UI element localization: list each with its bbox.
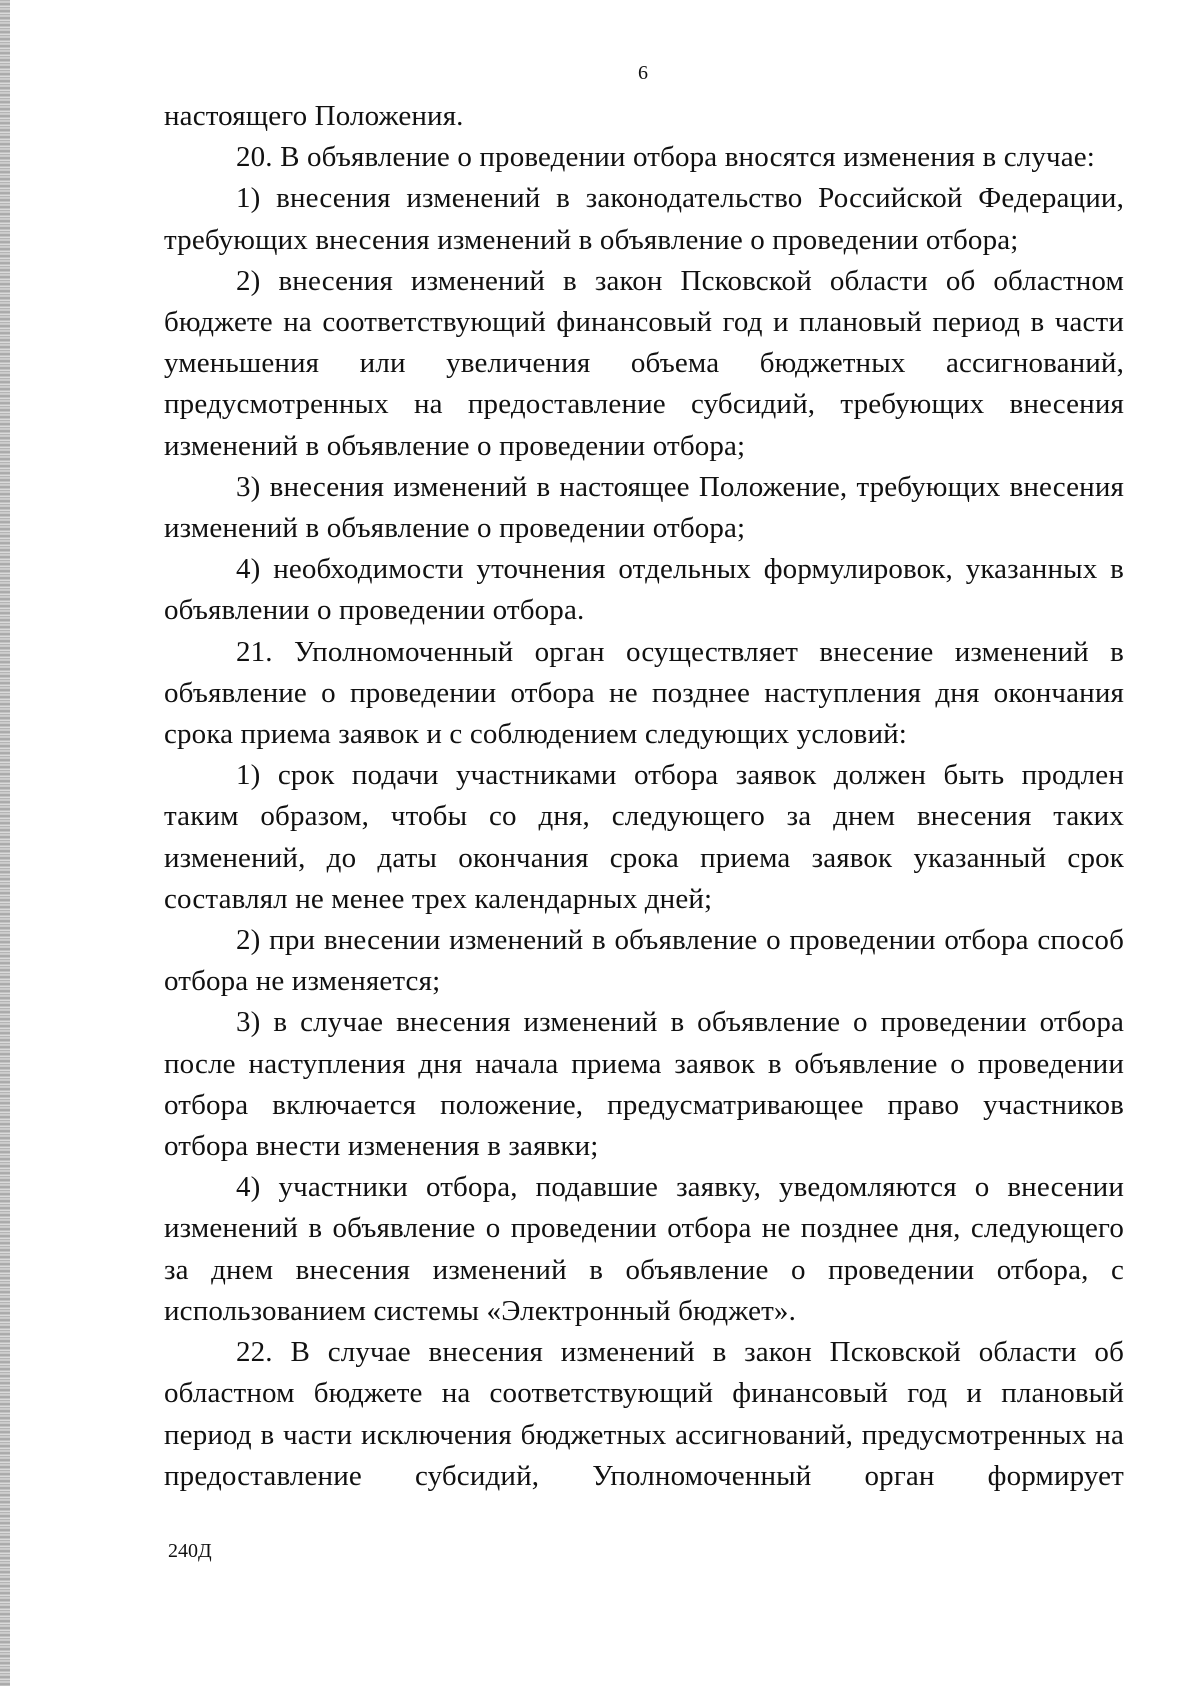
page-number: 6 (638, 62, 648, 84)
paragraph-21-item-3: 3) в случае внесения изменений в объявление о проведении отбора после наступления дня начала приема заявок в объявление о проведении отбора включается положение, предусматривающее право участников отбора внести изменения в заявки; (164, 1006, 1124, 1163)
paragraph-21-item-1: 1) срок подачи участниками отбора заявок должен быть продлен таким образом, чтобы со дня, следующего за днем внесения таких изменений, до даты окончания срока приема заявок указанный срок составлял не менее трех календарных дней; (164, 759, 1124, 915)
paragraph-20-item-1: 1) внесения изменений в законодательство Российской Федерации, требующих внесения изменений в объявление о проведении отбора; (164, 182, 1124, 256)
paragraph-20-item-2: 2) внесения изменений в закон Псковской области об областном бюджете на соответствующий финансовый год и плановый период в части уменьшения или увеличения объема бюджетных ассигнований, предусмотренных на предоставление субсидий, требующих внесения изменений в объявление о проведении отбора; (164, 264, 1124, 462)
document-footer-code: 240Д (168, 1540, 212, 1562)
paragraph-20-item-4: 4) необходимости уточнения отдельных формулировок, указанных в объявлении о проведении отбора. (164, 553, 1124, 627)
document-body (164, 96, 1124, 1497)
paragraph-21: 21. Уполномоченный орган осуществляет внесение изменений в объявление о проведении отбора не позднее наступления дня окончания срока приема заявок и с соблюдением следующих условий: (164, 635, 1124, 751)
paragraph-continuation: настоящего Положения. (164, 100, 464, 132)
paragraph-21-item-2: 2) при внесении изменений в объявление о проведении отбора способ отбора не изменяется; (164, 924, 1124, 998)
paragraph-20: 20. В объявление о проведении отбора вносятся изменения в случае: (236, 141, 1096, 174)
paragraph-20-item-3: 3) внесения изменений в настоящее Положение, требующих внесения изменений в объявление о проведении отбора; (164, 470, 1124, 545)
paragraph-22: 22. В случае внесения изменений в закон Псковской области об областном бюджете на соответствующий финансовый год и плановый период в части исключения бюджетных ассигнований, предусмотренных на предоставление субсидий, Уполномоченный орган формирует (164, 1336, 1124, 1492)
paragraph-21-item-4: 4) участники отбора, подавшие заявку, уведомляются о внесении изменений в объявление о проведении отбора не позднее дня, следующего за днем внесения изменений в объявление о проведении отбора, с использованием системы «Электронный бюджет». (164, 1171, 1124, 1327)
scan-edge-shadow (0, 0, 10, 1686)
